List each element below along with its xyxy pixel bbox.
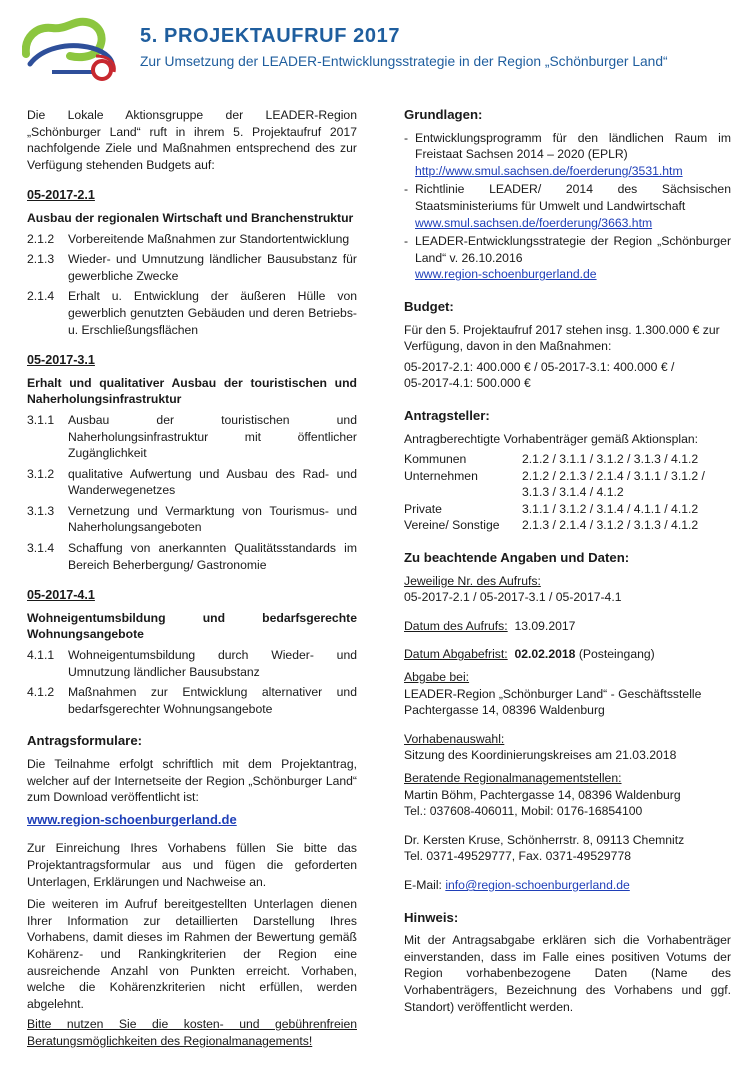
budget-heading: Budget: bbox=[404, 298, 454, 314]
list-item-text: LEADER-Entwicklungsstrategie der Region „Schönburger Land“ v. 26.10.2016 bbox=[415, 234, 731, 265]
table-row bbox=[404, 517, 731, 534]
advisor-contact: Tel.: 037608-406011, Mobil: 0176-16854100 bbox=[404, 804, 643, 819]
measure-text: Wieder- und Umnutzung ländlicher Bausubstanz für gewerbliche Zwecke bbox=[68, 252, 357, 283]
email-label: E-Mail: bbox=[404, 877, 442, 892]
grundlagen-heading: Grundlagen: bbox=[404, 107, 483, 122]
selection-value: Sitzung des Koordinierungskreises am 21.03.2018 bbox=[404, 748, 677, 763]
submission-address: Pachtergasse 14, 08396 Waldenburg bbox=[404, 703, 605, 718]
page-subtitle: Zur Umsetzung der LEADER-Entwicklungsstrategie in der Region „Schönburger Land“ bbox=[140, 54, 668, 69]
measure-item bbox=[27, 231, 357, 248]
deadline-label: Datum Abgabefrist: bbox=[404, 647, 508, 662]
antragsteller-intro: Antragberechtigte Vorhabenträger gemäß Aktionsplan: bbox=[404, 431, 699, 446]
measure-number: 4.1.2 bbox=[27, 685, 55, 700]
submission-address: LEADER-Region „Schönburger Land“ - Geschäftsstelle bbox=[404, 686, 702, 701]
section-code: 05-2017-4.1 bbox=[27, 588, 95, 603]
measure-text: Schaffung von anerkannten Qualitätsstandards im Bereich Beherbergung/ Gastronomie bbox=[68, 541, 357, 572]
forms-instructions: Zur Einreichung Ihres Vorhabens füllen Sie bitte das Projektantragsformular aus und fügen die geforderten Unterlagen, Erklärungen und Nachweise an. bbox=[27, 841, 357, 889]
call-number-value: 05-2017-2.1 / 05-2017-3.1 / 05-2017-4.1 bbox=[404, 590, 622, 605]
intro-text: Die Lokale Aktionsgruppe der LEADER-Region „Schönburger Land“ ruft in ihrem 5. Projektaufruf 2017 nachfolgende Ziele und Maßnahmen entsprechend des zur Verfügung stehenden Budgets auf: bbox=[27, 108, 357, 172]
measure-number: 3.1.2 bbox=[27, 466, 55, 481]
deadline-value: 02.02.2018 bbox=[514, 647, 576, 662]
applicant-type: Kommunen bbox=[404, 452, 467, 467]
measure-number: 3.1.4 bbox=[27, 541, 55, 556]
applicant-table bbox=[404, 451, 731, 534]
applicant-type: Vereine/ Sonstige bbox=[404, 518, 500, 533]
list-item bbox=[404, 181, 731, 231]
page-title: 5. PROJEKTAUFRUF 2017 bbox=[140, 25, 401, 47]
section-code: 05-2017-2.1 bbox=[27, 188, 95, 203]
measure-number: 2.1.2 bbox=[27, 231, 55, 246]
submission-label: Abgabe bei: bbox=[404, 670, 470, 685]
list-item bbox=[404, 130, 731, 180]
call-date-value: 13.09.2017 bbox=[514, 618, 576, 633]
budget-text: Für den 5. Projektaufruf 2017 stehen insg. 1.300.000 € zur Verfügung, davon in den Maßnahmen: bbox=[404, 322, 720, 354]
hinweis-heading: Hinweis: bbox=[404, 909, 459, 925]
applicant-measures: 2.1.3 / 2.1.4 / 3.1.2 / 3.1.3 / 4.1.2 bbox=[522, 518, 699, 533]
measure-number: 3.1.1 bbox=[27, 412, 55, 427]
measure-number: 2.1.3 bbox=[27, 252, 55, 267]
measure-text: Vernetzung und Vermarktung von Tourismus- und Naherholungsangeboten bbox=[68, 503, 357, 535]
measure-number: 3.1.3 bbox=[27, 503, 55, 518]
measure-item bbox=[27, 288, 357, 338]
measure-number: 2.1.4 bbox=[27, 289, 55, 304]
selection-label: Vorhabenauswahl: bbox=[404, 731, 505, 746]
measure-text: Ausbau der touristischen und Naherholungsinfrastruktur mit öffentlicher Zugänglichkeit bbox=[68, 412, 357, 461]
applicant-type: Unternehmen bbox=[404, 468, 478, 483]
forms-info: Die weiteren im Aufruf bereitgestellten Unterlagen dienen Ihrer Information zur detaillierten Darstellung Ihres Vorhabens, damit dieses im Rahmen der Bewertung gemäß Kohärenz- und Rankingkriterien der Region eine ausreichende Anzahl von Punkten erreicht. Vorhaben, welche die Kohärenzkriterien nicht erfüllen, werden abgelehnt. bbox=[27, 897, 357, 1011]
deadline-note: (Posteingang) bbox=[578, 647, 655, 662]
table-row bbox=[404, 468, 731, 501]
measure-item bbox=[27, 412, 357, 462]
left-column bbox=[27, 107, 357, 1050]
measure-text: Maßnahmen zur Entwicklung alternativer und bedarfsgerechter Wohnungsangebote bbox=[68, 685, 357, 716]
strategy-link[interactable]: www.region-schoenburgerland.de bbox=[415, 267, 597, 282]
advisor-contact: Tel. 0371-49529777, Fax. 0371-49529778 bbox=[404, 849, 632, 864]
measure-item bbox=[27, 684, 357, 717]
call-date-row bbox=[404, 618, 731, 635]
measure-item bbox=[27, 251, 357, 284]
call-number-label: Jeweilige Nr. des Aufrufs: bbox=[404, 573, 541, 588]
deadline-row bbox=[404, 646, 731, 663]
eplr-link[interactable]: http://www.smul.sachsen.de/foerderung/3531.htm bbox=[415, 163, 683, 178]
measure-text: Vorbereitende Maßnahmen zur Standortentwicklung bbox=[68, 231, 350, 246]
measure-item bbox=[27, 503, 357, 536]
section-code: 05-2017-3.1 bbox=[27, 353, 95, 368]
email-link[interactable]: info@region-schoenburgerland.de bbox=[445, 877, 630, 892]
section-heading: Ausbau der regionalen Wirtschaft und Branchenstruktur bbox=[27, 210, 354, 225]
list-item-text: Richtlinie LEADER/ 2014 des Sächsischen Staatsministeriums für Umwelt und Landwirtschaft bbox=[415, 182, 731, 213]
region-website-link[interactable]: www.region-schoenburgerland.de bbox=[27, 811, 237, 827]
angaben-heading: Zu beachtende Angaben und Daten: bbox=[404, 550, 630, 566]
measure-item bbox=[27, 647, 357, 680]
forms-heading: Antragsformulare: bbox=[27, 733, 143, 749]
advisors-label: Beratende Regionalmanagementstellen: bbox=[404, 771, 622, 785]
richtlinie-link[interactable]: www.smul.sachsen.de/foerderung/3663.htm bbox=[415, 215, 653, 230]
advisor-contact: Dr. Kersten Kruse, Schönherrstr. 8, 09113 Chemnitz bbox=[404, 832, 685, 847]
list-item-text: Entwicklungsprogramm für den ländlichen Raum im Freistaat Sachsen 2014 – 2020 (EPLR) bbox=[415, 130, 731, 162]
measure-item bbox=[27, 540, 357, 573]
call-date-label: Datum des Aufrufs: bbox=[404, 618, 508, 633]
measure-item bbox=[27, 466, 357, 499]
right-column bbox=[404, 107, 731, 1015]
budget-line: 05-2017-2.1: 400.000 € / 05-2017-3.1: 400.000 € / bbox=[404, 359, 675, 374]
measure-text: qualitative Aufwertung und Ausbau des Rad- und Wanderwegenetzes bbox=[68, 466, 357, 498]
hinweis-text: Mit der Antragsabgabe erklären sich die Vorhabenträger einverstanden, dass im Falle eines positiven Votums der Region vorhabenbezogene Daten (Name des Vorhabenträgers, Bezeichnung des Vorhabens und ggf. Standort) veröffentlicht werden. bbox=[404, 933, 731, 1014]
applicant-type: Private bbox=[404, 501, 442, 516]
measure-text: Erhalt u. Entwicklung der äußeren Hülle von gewerblich genutzten Gebäuden und deren Betriebs- u. Erschließungsflächen bbox=[68, 289, 357, 337]
advisor-contact: Martin Böhm, Pachtergasse 14, 08396 Waldenburg bbox=[404, 787, 681, 802]
table-row bbox=[404, 501, 731, 518]
applicant-measures: 2.1.2 / 3.1.1 / 3.1.2 / 3.1.3 / 4.1.2 bbox=[522, 452, 699, 467]
antragsteller-heading: Antragsteller: bbox=[404, 407, 490, 423]
leader-region-logo bbox=[22, 14, 122, 88]
list-item bbox=[404, 233, 731, 283]
section-heading: Wohneigentumsbildung und bedarfsgerechte Wohnungsangebote bbox=[27, 610, 357, 642]
budget-line: 05-2017-4.1: 500.000 € bbox=[404, 376, 531, 391]
applicant-measures: 3.1.1 / 3.1.2 / 3.1.4 / 4.1.1 / 4.1.2 bbox=[522, 501, 699, 516]
forms-text: Die Teilnahme erfolgt schriftlich mit dem Projektantrag, welcher auf der Internetseite der Region „Schönburger Land“ zum Download veröffentlicht ist: bbox=[27, 757, 357, 805]
section-heading: Erhalt und qualitativer Ausbau der touristischen und Naherholungsinfrastruktur bbox=[27, 375, 357, 407]
applicant-measures: 2.1.2 / 2.1.3 / 2.1.4 / 3.1.1 / 3.1.2 / 3.1.3 / 3.1.4 / 4.1.2 bbox=[522, 468, 705, 500]
grundlagen-list bbox=[404, 130, 731, 283]
table-row bbox=[404, 451, 731, 468]
measure-number: 4.1.1 bbox=[27, 648, 55, 663]
consulting-note: Bitte nutzen Sie die kosten- und gebührenfreien Beratungsmöglichkeiten des Regionalmanagements! bbox=[27, 1017, 357, 1048]
email-row bbox=[404, 877, 731, 894]
measure-text: Wohneigentumsbildung durch Wieder- und Umnutzung ländlicher Bausubstanz bbox=[68, 648, 357, 679]
